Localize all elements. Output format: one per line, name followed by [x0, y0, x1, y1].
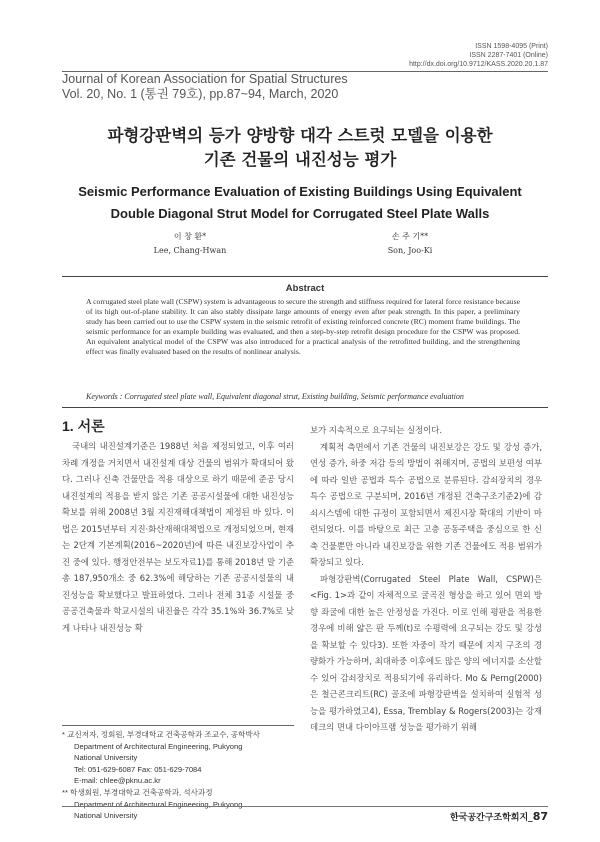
abstract-body: A corrugated steel plate wall (CSPW) system is advantageous to secure the strength and stiffness required for lateral force resistance because of its high out-of-plane stability. It can also stably dissipate large amounts of energy even after peak strength. In this paper, a preliminary study has been carried out to use the CSPW system in the seismic retrofit of existing reinforced concrete (RC) moment frame buildings. The seismic performance for an example building was evaluated, and then a step-by-step retrofit design procedure for the CSPW was proposed. An equivalent analytical model of the CSPW was also introduced for a practical analysis of the retrofitted building, and the strengthening effect was finally evaluated based on the results of nonlinear analysis. — [86, 297, 520, 356]
paragraph: 파형강판벽(Corrugated Steel Plate Wall, CSPW)은 <Fig. 1>과 같이 자체적으로 굴곡진 형상을 하고 있어 면외 방향 좌굴에 대한 높은 안정성을 가진다. 이로 인해 평판을 적용한 경우에 비해 얇은 판 두께(t)로 수평력에 요구되는 강도 및 강성을 확보할 수 있다3). 또한 자중이 작기 때문에 지지 구조의 경량화가 가능하며, 최대하중 이후에도 많은 양의 에너지를 소산할 수 있어 감쇠장치로 적용되기에 유리하다. Mo & Perng(2000)은 철근콘크리트(RC) 골조에 파형강판벽을 설치하여 실험적 성능을 평가하였고4), Essa, Tremblay & Rogers(2003)는 강재 데크의 면내 다이아프램 성능을 평가하기 위해 — [310, 573, 542, 732]
keywords: Keywords : Corrugated steel plate wall, Equivalent diagonal strut, Existing building, Seismic performance evaluation — [86, 392, 464, 401]
author-1 — [110, 230, 270, 258]
journal-info — [62, 72, 348, 102]
author-1-en: Lee, Chang-Hwan — [153, 246, 227, 255]
korean-title-line2: 기존 건물의 내진성능 평가 — [203, 150, 397, 169]
english-title-line2: Double Diagonal Strut Model for Corrugated Steel Plate Walls — [110, 206, 490, 221]
journal-name: Journal of Korean Association for Spatial Structures — [62, 72, 348, 86]
page-footer — [450, 810, 548, 823]
footnote-2-dept: Department of Architectural Engineering, Pukyong — [74, 799, 243, 809]
english-title-line1: Seismic Performance Evaluation of Existing Buildings Using Equivalent — [78, 184, 522, 199]
issn-block — [409, 42, 548, 69]
author-2 — [330, 230, 490, 258]
footnotes — [62, 729, 294, 822]
paragraph: 국내의 내진설계기준은 1988년 처음 제정되었고, 이후 여러 차례 개정을 거치면서 내진설계 대상 건물의 범위가 확대되어 왔다. 그러나 신축 건물만을 적용 대상으로 하기 때문에 준공 당시 내진설계의 적용을 받지 않은 기존 공공시설물에 대한 내진성능 확보를 위해 2008년 3월 지진재해대책법이 제정된 바 있다. 이 법은 2015년부터 지진·화산재해대책법으로 개정되었으며, 현재는 2단계 기본계획(2016~2020년)에 따른 내진보강사업이 추진 중에 있다. 행정안전부는 보도자료1)를 통해 2018년 말 기준 총 187,950개소 중 62.3%에 해당하는 기존 공공시설물의 내진성능을 확보했다고 발표하였다. 그러나 전체 31종 시설물 중 공공건축물과 학교시설의 내진율은 각각 35.1%와 36.7%로 낮게 나타나 내진성능 확 — [62, 441, 294, 633]
issn-print: ISSN 1598-4095 (Print) — [475, 43, 548, 50]
author-2-ko: 손 주 기** — [391, 232, 429, 241]
author-2-en: Son, Joo-Ki — [387, 246, 433, 255]
footnote-1-affiliation: * 교신저자, 정회원, 부경대학교 건축공학과 조교수, 공학박사 — [62, 730, 260, 739]
english-title — [30, 181, 570, 225]
footnote-2-univ: National University — [74, 811, 138, 821]
volume-info: Vol. 20, No. 1 (통권 79호), pp.87~94, March, 2020 — [62, 87, 339, 101]
paragraph: 보가 지속적으로 요구되는 실정이다. — [310, 425, 443, 435]
paragraph: 계획적 측면에서 기존 건물의 내진보강은 강도 및 강성 증가, 연성 증가, 하중 저감 등의 방법이 취해지며, 공법의 보편성 여부에 따라 일반 공법과 특수 공법으로 분류된다. 감쇠장치의 경우 특수 공법으로 구분되며, 2016년 개정된 건축구조기준2)에 감쇠시스템에 대한 규정이 포함되면서 제진시장 확대의 기반이 마련되었다. 이를 바탕으로 최근 고층 공동주택을 중심으로 한 신축 건물뿐만 아니라 내진보강을 위한 기존 건물에도 적용 범위가 확장되고 있다. — [310, 441, 542, 567]
footnote-1-phone: Tel: 051-629-6087 Fax: 051-629-7084 — [74, 764, 202, 774]
abstract-top-rule — [62, 276, 548, 277]
footnote-1-dept: Department of Architectural Engineering, Pukyong — [74, 741, 243, 751]
abstract-bottom-rule — [62, 407, 548, 408]
korean-title — [30, 124, 570, 172]
footnote-1-univ: National University — [74, 753, 138, 763]
left-column — [62, 438, 294, 636]
footer-journal: 한국공간구조학회지_ — [449, 813, 533, 823]
korean-title-line1: 파형강판벽의 등가 양방향 대각 스트럿 모델을 이용한 — [107, 126, 493, 145]
footer-rule — [62, 806, 548, 807]
section-title: 1. 서론 — [62, 418, 105, 434]
issn-online: ISSN 2287-7401 (Online) — [469, 52, 548, 59]
right-column — [310, 422, 542, 736]
abstract-heading: Abstract — [285, 283, 325, 294]
doi-link[interactable]: http://dx.doi.org/10.9712/KASS.2020.20.1.87 — [409, 61, 548, 68]
footnote-1-email[interactable]: E-mail: chlee@pknu.ac.kr — [74, 776, 161, 786]
page-number: 87 — [532, 810, 548, 823]
footnote-rule — [62, 725, 294, 726]
author-1-ko: 이 창 환* — [173, 232, 207, 241]
footnote-2-affiliation: ** 학생회원, 부경대학교 건축공학과, 석사과정 — [62, 787, 213, 797]
